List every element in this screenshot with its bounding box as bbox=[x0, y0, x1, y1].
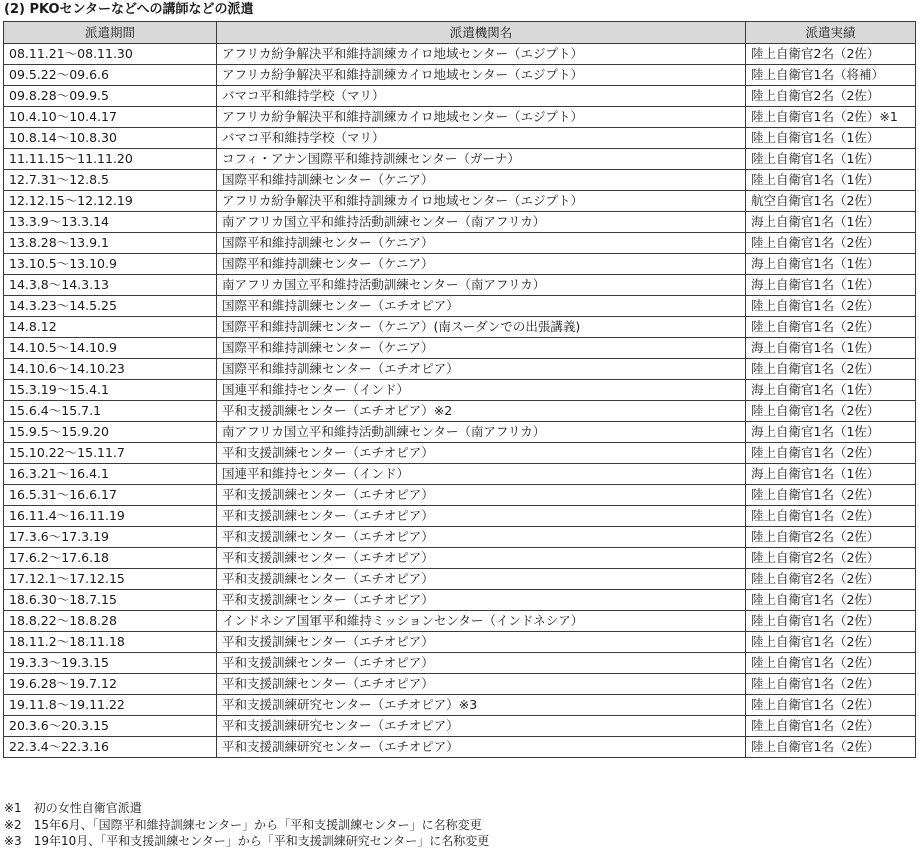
cell-period: 09.5.22～09.6.6 bbox=[4, 65, 217, 86]
cell-period: 14.10.5～14.10.9 bbox=[4, 338, 217, 359]
cell-record: 陸上自衛官1名（2佐） bbox=[746, 737, 916, 758]
header-period: 派遣期間 bbox=[4, 22, 217, 44]
cell-record: 陸上自衛官2名（2佐） bbox=[746, 569, 916, 590]
cell-record: 陸上自衛官1名（1佐） bbox=[746, 170, 916, 191]
cell-record: 陸上自衛官1名（2佐） bbox=[746, 611, 916, 632]
table-row bbox=[4, 86, 916, 107]
cell-period: 13.8.28～13.9.1 bbox=[4, 233, 217, 254]
cell-institution: 国際平和維持訓練センター（ケニア） bbox=[217, 170, 746, 191]
cell-institution: 国連平和維持センター（インド） bbox=[217, 464, 746, 485]
cell-period: 19.6.28～19.7.12 bbox=[4, 674, 217, 695]
table-row bbox=[4, 233, 916, 254]
table-row bbox=[4, 107, 916, 128]
cell-record: 陸上自衛官1名（2佐） bbox=[746, 485, 916, 506]
cell-period: 16.3.21～16.4.1 bbox=[4, 464, 217, 485]
cell-record: 陸上自衛官1名（1佐） bbox=[746, 149, 916, 170]
table-row bbox=[4, 401, 916, 422]
cell-period: 16.11.4～16.11.19 bbox=[4, 506, 217, 527]
cell-period: 19.3.3～19.3.15 bbox=[4, 653, 217, 674]
table-row bbox=[4, 737, 916, 758]
table-row bbox=[4, 191, 916, 212]
table-row bbox=[4, 443, 916, 464]
cell-record: 陸上自衛官1名（2佐） bbox=[746, 674, 916, 695]
cell-period: 11.11.15～11.11.20 bbox=[4, 149, 217, 170]
dispatch-table bbox=[3, 21, 916, 758]
cell-record: 陸上自衛官2名（2佐） bbox=[746, 86, 916, 107]
cell-period: 17.3.6～17.3.19 bbox=[4, 527, 217, 548]
table-row bbox=[4, 506, 916, 527]
cell-period: 16.5.31～16.6.17 bbox=[4, 485, 217, 506]
cell-period: 18.11.2～18.11.18 bbox=[4, 632, 217, 653]
cell-period: 14.10.6～14.10.23 bbox=[4, 359, 217, 380]
cell-institution: 平和支援訓練センター（エチオピア） bbox=[217, 485, 746, 506]
table-row bbox=[4, 149, 916, 170]
cell-record: 海上自衛官1名（1佐） bbox=[746, 422, 916, 443]
cell-period: 10.8.14～10.8.30 bbox=[4, 128, 217, 149]
footnotes bbox=[4, 800, 489, 850]
cell-period: 20.3.6～20.3.15 bbox=[4, 716, 217, 737]
cell-record: 陸上自衛官1名（2佐） bbox=[746, 443, 916, 464]
cell-record: 陸上自衛官1名（2佐） bbox=[746, 632, 916, 653]
cell-institution: アフリカ紛争解決平和維持訓練カイロ地域センター（エジプト） bbox=[217, 65, 746, 86]
table-row bbox=[4, 212, 916, 233]
cell-period: 08.11.21～08.11.30 bbox=[4, 44, 217, 65]
table-row bbox=[4, 128, 916, 149]
table-row bbox=[4, 632, 916, 653]
cell-institution: 平和支援訓練センター（エチオピア） bbox=[217, 527, 746, 548]
cell-institution: 平和支援訓練研究センター（エチオピア） bbox=[217, 716, 746, 737]
cell-period: 19.11.8～19.11.22 bbox=[4, 695, 217, 716]
table-row bbox=[4, 527, 916, 548]
cell-institution: 国際平和維持訓練センター（ケニア） bbox=[217, 338, 746, 359]
cell-record: 陸上自衛官1名（2佐） bbox=[746, 653, 916, 674]
cell-record: 陸上自衛官2名（2佐） bbox=[746, 548, 916, 569]
cell-record: 海上自衛官1名（1佐） bbox=[746, 212, 916, 233]
table-row bbox=[4, 485, 916, 506]
table-header-row bbox=[4, 22, 916, 44]
cell-institution: 南アフリカ国立平和維持活動訓練センター（南アフリカ） bbox=[217, 212, 746, 233]
cell-institution: 平和支援訓練センター（エチオピア） bbox=[217, 632, 746, 653]
cell-period: 15.10.22～15.11.7 bbox=[4, 443, 217, 464]
cell-period: 14.8.12 bbox=[4, 317, 217, 338]
footnote-2: ※2 15年6月、「国際平和維持訓練センター」から「平和支援訓練センター」に名称変更 bbox=[4, 817, 482, 832]
table-row bbox=[4, 170, 916, 191]
cell-institution: 国際平和維持訓練センター（ケニア） bbox=[217, 254, 746, 275]
cell-institution: 平和支援訓練センター（エチオピア） bbox=[217, 548, 746, 569]
cell-period: 10.4.10～10.4.17 bbox=[4, 107, 217, 128]
cell-record: 陸上自衛官2名（2佐） bbox=[746, 527, 916, 548]
cell-record: 陸上自衛官1名（2佐） bbox=[746, 317, 916, 338]
cell-institution: 国際平和維持訓練センター（ケニア） bbox=[217, 233, 746, 254]
cell-institution: 平和支援訓練センター（エチオピア） bbox=[217, 590, 746, 611]
cell-record: 陸上自衛官1名（2佐） bbox=[746, 695, 916, 716]
cell-period: 12.12.15～12.12.19 bbox=[4, 191, 217, 212]
cell-record: 陸上自衛官1名（2佐） bbox=[746, 296, 916, 317]
cell-record: 陸上自衛官1名（1佐） bbox=[746, 128, 916, 149]
cell-period: 14.3.8～14.3.13 bbox=[4, 275, 217, 296]
table-row bbox=[4, 338, 916, 359]
cell-record: 陸上自衛官1名（2佐） bbox=[746, 716, 916, 737]
cell-record: 海上自衛官1名（1佐） bbox=[746, 338, 916, 359]
cell-institution: 平和支援訓練センター（エチオピア） bbox=[217, 674, 746, 695]
cell-period: 15.9.5～15.9.20 bbox=[4, 422, 217, 443]
cell-record: 陸上自衛官1名（2佐）※1 bbox=[746, 107, 916, 128]
cell-institution: 平和支援訓練センター（エチオピア） bbox=[217, 653, 746, 674]
cell-record: 陸上自衛官1名（将補） bbox=[746, 65, 916, 86]
cell-period: 15.3.19～15.4.1 bbox=[4, 380, 217, 401]
cell-record: 海上自衛官1名（1佐） bbox=[746, 275, 916, 296]
cell-institution: 平和支援訓練研究センター（エチオピア）※3 bbox=[217, 695, 746, 716]
table-row bbox=[4, 674, 916, 695]
cell-period: 17.6.2～17.6.18 bbox=[4, 548, 217, 569]
table-row bbox=[4, 695, 916, 716]
cell-institution: 国際平和維持訓練センター（エチオピア） bbox=[217, 296, 746, 317]
cell-period: 15.6.4～15.7.1 bbox=[4, 401, 217, 422]
table-row bbox=[4, 254, 916, 275]
table-row bbox=[4, 380, 916, 401]
cell-record: 航空自衛官1名（2佐） bbox=[746, 191, 916, 212]
cell-institution: バマコ平和維持学校（マリ） bbox=[217, 86, 746, 107]
table-row bbox=[4, 569, 916, 590]
table-row bbox=[4, 422, 916, 443]
cell-institution: バマコ平和維持学校（マリ） bbox=[217, 128, 746, 149]
header-institution: 派遣機関名 bbox=[217, 22, 746, 44]
cell-institution: アフリカ紛争解決平和維持訓練カイロ地域センター（エジプト） bbox=[217, 191, 746, 212]
table-row bbox=[4, 590, 916, 611]
cell-period: 18.6.30～18.7.15 bbox=[4, 590, 217, 611]
cell-period: 09.8.28～09.9.5 bbox=[4, 86, 217, 107]
table-row bbox=[4, 317, 916, 338]
table-row bbox=[4, 359, 916, 380]
cell-institution: 南アフリカ国立平和維持活動訓練センター（南アフリカ） bbox=[217, 422, 746, 443]
cell-period: 14.3.23～14.5.25 bbox=[4, 296, 217, 317]
cell-record: 陸上自衛官1名（2佐） bbox=[746, 401, 916, 422]
table-row bbox=[4, 611, 916, 632]
cell-record: 陸上自衛官1名（2佐） bbox=[746, 590, 916, 611]
table-row bbox=[4, 653, 916, 674]
cell-period: 18.8.22～18.8.28 bbox=[4, 611, 217, 632]
cell-institution: インドネシア国軍平和維持ミッションセンター（インドネシア） bbox=[217, 611, 746, 632]
cell-period: 22.3.4～22.3.16 bbox=[4, 737, 217, 758]
cell-institution: 国際平和維持訓練センター（ケニア）(南スーダンでの出張講義) bbox=[217, 317, 746, 338]
cell-institution: アフリカ紛争解決平和維持訓練カイロ地域センター（エジプト） bbox=[217, 44, 746, 65]
table-row bbox=[4, 548, 916, 569]
table-row bbox=[4, 296, 916, 317]
cell-institution: 平和支援訓練センター（エチオピア） bbox=[217, 569, 746, 590]
cell-record: 海上自衛官1名（1佐） bbox=[746, 254, 916, 275]
cell-period: 13.10.5～13.10.9 bbox=[4, 254, 217, 275]
cell-record: 陸上自衛官1名（2佐） bbox=[746, 359, 916, 380]
cell-period: 13.3.9～13.3.14 bbox=[4, 212, 217, 233]
cell-institution: 平和支援訓練センター（エチオピア）※2 bbox=[217, 401, 746, 422]
cell-institution: アフリカ紛争解決平和維持訓練カイロ地域センター（エジプト） bbox=[217, 107, 746, 128]
cell-institution: 平和支援訓練センター（エチオピア） bbox=[217, 506, 746, 527]
table-row bbox=[4, 65, 916, 86]
cell-record: 陸上自衛官2名（2佐） bbox=[746, 44, 916, 65]
cell-institution: 南アフリカ国立平和維持活動訓練センター（南アフリカ） bbox=[217, 275, 746, 296]
table-row bbox=[4, 464, 916, 485]
cell-record: 海上自衛官1名（1佐） bbox=[746, 464, 916, 485]
table-row bbox=[4, 44, 916, 65]
cell-institution: コフィ・アナン国際平和維持訓練センター（ガーナ） bbox=[217, 149, 746, 170]
cell-record: 海上自衛官1名（1佐） bbox=[746, 380, 916, 401]
cell-institution: 平和支援訓練センター（エチオピア） bbox=[217, 443, 746, 464]
table-row bbox=[4, 716, 916, 737]
table-row bbox=[4, 275, 916, 296]
footnote-3: ※3 19年10月、「平和支援訓練センター」から「平和支援訓練研究センター」に名称変更 bbox=[4, 834, 490, 848]
section-title: (2) PKOセンターなどへの講師などの派遣 bbox=[4, 2, 254, 17]
cell-institution: 国際平和維持訓練センター（エチオピア） bbox=[217, 359, 746, 380]
cell-period: 17.12.1～17.12.15 bbox=[4, 569, 217, 590]
cell-institution: 国連平和維持センター（インド） bbox=[217, 380, 746, 401]
cell-period: 12.7.31～12.8.5 bbox=[4, 170, 217, 191]
header-record: 派遣実績 bbox=[746, 22, 916, 44]
cell-record: 陸上自衛官1名（2佐） bbox=[746, 233, 916, 254]
footnote-1: ※1 初の女性自衛官派遣 bbox=[4, 801, 142, 815]
cell-record: 陸上自衛官1名（2佐） bbox=[746, 506, 916, 527]
table-body bbox=[4, 44, 916, 758]
cell-institution: 平和支援訓練研究センター（エチオピア） bbox=[217, 737, 746, 758]
